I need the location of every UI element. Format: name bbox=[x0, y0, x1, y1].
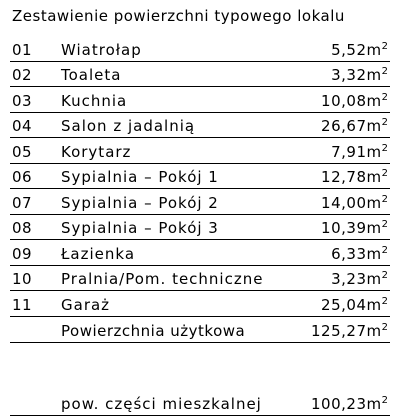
room-name: Garaż bbox=[61, 296, 111, 315]
room-name: Salon z jadalnią bbox=[61, 117, 196, 136]
area-value: 3,23 bbox=[331, 270, 367, 289]
residential-area bbox=[311, 395, 388, 413]
room-number: 01 bbox=[12, 40, 33, 59]
room-number: 09 bbox=[12, 244, 33, 263]
room-number: 05 bbox=[12, 142, 33, 161]
room-name: Kuchnia bbox=[61, 91, 128, 110]
area-unit-exponent: 2 bbox=[381, 91, 388, 103]
room-number: 07 bbox=[12, 193, 33, 212]
room-area bbox=[331, 66, 388, 84]
room-name: Pralnia/Pom. techniczne bbox=[61, 270, 264, 289]
room-name: Toaleta bbox=[61, 66, 122, 85]
area-value: 12,78 bbox=[321, 168, 367, 187]
area-unit-exponent: 2 bbox=[381, 40, 388, 52]
table-row bbox=[10, 36, 390, 62]
area-unit-exponent: 2 bbox=[381, 321, 388, 333]
area-unit: m bbox=[366, 244, 382, 263]
room-area bbox=[331, 270, 388, 288]
room-area bbox=[321, 194, 388, 212]
table-row bbox=[10, 189, 390, 215]
room-number: 10 bbox=[12, 270, 33, 289]
area-value: 6,33 bbox=[331, 244, 367, 263]
area-table bbox=[10, 36, 390, 416]
room-name: Sypialnia – Pokój 1 bbox=[61, 168, 219, 187]
room-number: 02 bbox=[12, 66, 33, 85]
table-row bbox=[10, 87, 390, 113]
room-name: Łazienka bbox=[61, 244, 136, 263]
area-unit: m bbox=[366, 168, 382, 187]
table-row bbox=[10, 113, 390, 139]
room-area bbox=[331, 41, 388, 59]
residential-row bbox=[10, 391, 390, 417]
area-unit: m bbox=[366, 270, 382, 289]
table-title: Zestawienie powierzchni typowego lokalu bbox=[12, 7, 345, 25]
area-value: 5,52 bbox=[331, 40, 367, 59]
table-row bbox=[10, 215, 390, 241]
area-value: 125,27 bbox=[311, 321, 367, 340]
room-number: 11 bbox=[12, 296, 33, 315]
area-unit: m bbox=[366, 66, 382, 85]
room-area bbox=[331, 245, 388, 263]
area-unit: m bbox=[366, 296, 382, 315]
room-number: 04 bbox=[12, 117, 33, 136]
room-number: 06 bbox=[12, 168, 33, 187]
area-unit-exponent: 2 bbox=[381, 244, 388, 256]
area-unit: m bbox=[366, 40, 382, 59]
total-area bbox=[311, 322, 388, 340]
area-value: 3,32 bbox=[331, 66, 367, 85]
room-area bbox=[321, 168, 388, 186]
area-unit-exponent: 2 bbox=[381, 117, 388, 129]
area-unit-exponent: 2 bbox=[381, 219, 388, 231]
area-value: 7,91 bbox=[331, 142, 367, 161]
room-area bbox=[321, 219, 388, 237]
area-unit: m bbox=[366, 142, 382, 161]
area-unit: m bbox=[366, 395, 382, 414]
area-unit: m bbox=[366, 321, 382, 340]
area-unit-exponent: 2 bbox=[381, 142, 388, 154]
table-row bbox=[10, 62, 390, 88]
area-unit-exponent: 2 bbox=[381, 270, 388, 282]
table-row bbox=[10, 266, 390, 292]
area-unit-exponent: 2 bbox=[381, 66, 388, 78]
area-value: 26,67 bbox=[321, 117, 367, 136]
area-unit-exponent: 2 bbox=[381, 296, 388, 308]
area-unit: m bbox=[366, 117, 382, 136]
table-row bbox=[10, 240, 390, 266]
residential-label: pow. części mieszkalnej bbox=[61, 395, 262, 414]
area-unit-exponent: 2 bbox=[381, 193, 388, 205]
total-label: Powierzchnia użytkowa bbox=[61, 321, 246, 340]
total-row bbox=[10, 317, 390, 343]
room-area bbox=[331, 143, 388, 161]
room-area bbox=[321, 92, 388, 110]
table-row bbox=[10, 138, 390, 164]
room-name: Wiatrołap bbox=[61, 40, 142, 59]
room-number: 03 bbox=[12, 91, 33, 110]
room-number: 08 bbox=[12, 219, 33, 238]
room-name: Sypialnia – Pokój 2 bbox=[61, 193, 219, 212]
area-unit-exponent: 2 bbox=[381, 168, 388, 180]
room-area bbox=[321, 296, 388, 314]
area-value: 10,39 bbox=[321, 219, 367, 238]
room-name: Korytarz bbox=[61, 142, 132, 161]
area-unit-exponent: 2 bbox=[381, 395, 388, 407]
area-value: 100,23 bbox=[311, 395, 367, 414]
spacer bbox=[10, 343, 390, 391]
area-value: 10,08 bbox=[321, 91, 367, 110]
area-unit: m bbox=[366, 193, 382, 212]
area-unit: m bbox=[366, 219, 382, 238]
area-value: 25,04 bbox=[321, 296, 367, 315]
room-name: Sypialnia – Pokój 3 bbox=[61, 219, 219, 238]
area-unit: m bbox=[366, 91, 382, 110]
table-row bbox=[10, 291, 390, 317]
area-value: 14,00 bbox=[321, 193, 367, 212]
table-row bbox=[10, 164, 390, 190]
room-area bbox=[321, 117, 388, 135]
